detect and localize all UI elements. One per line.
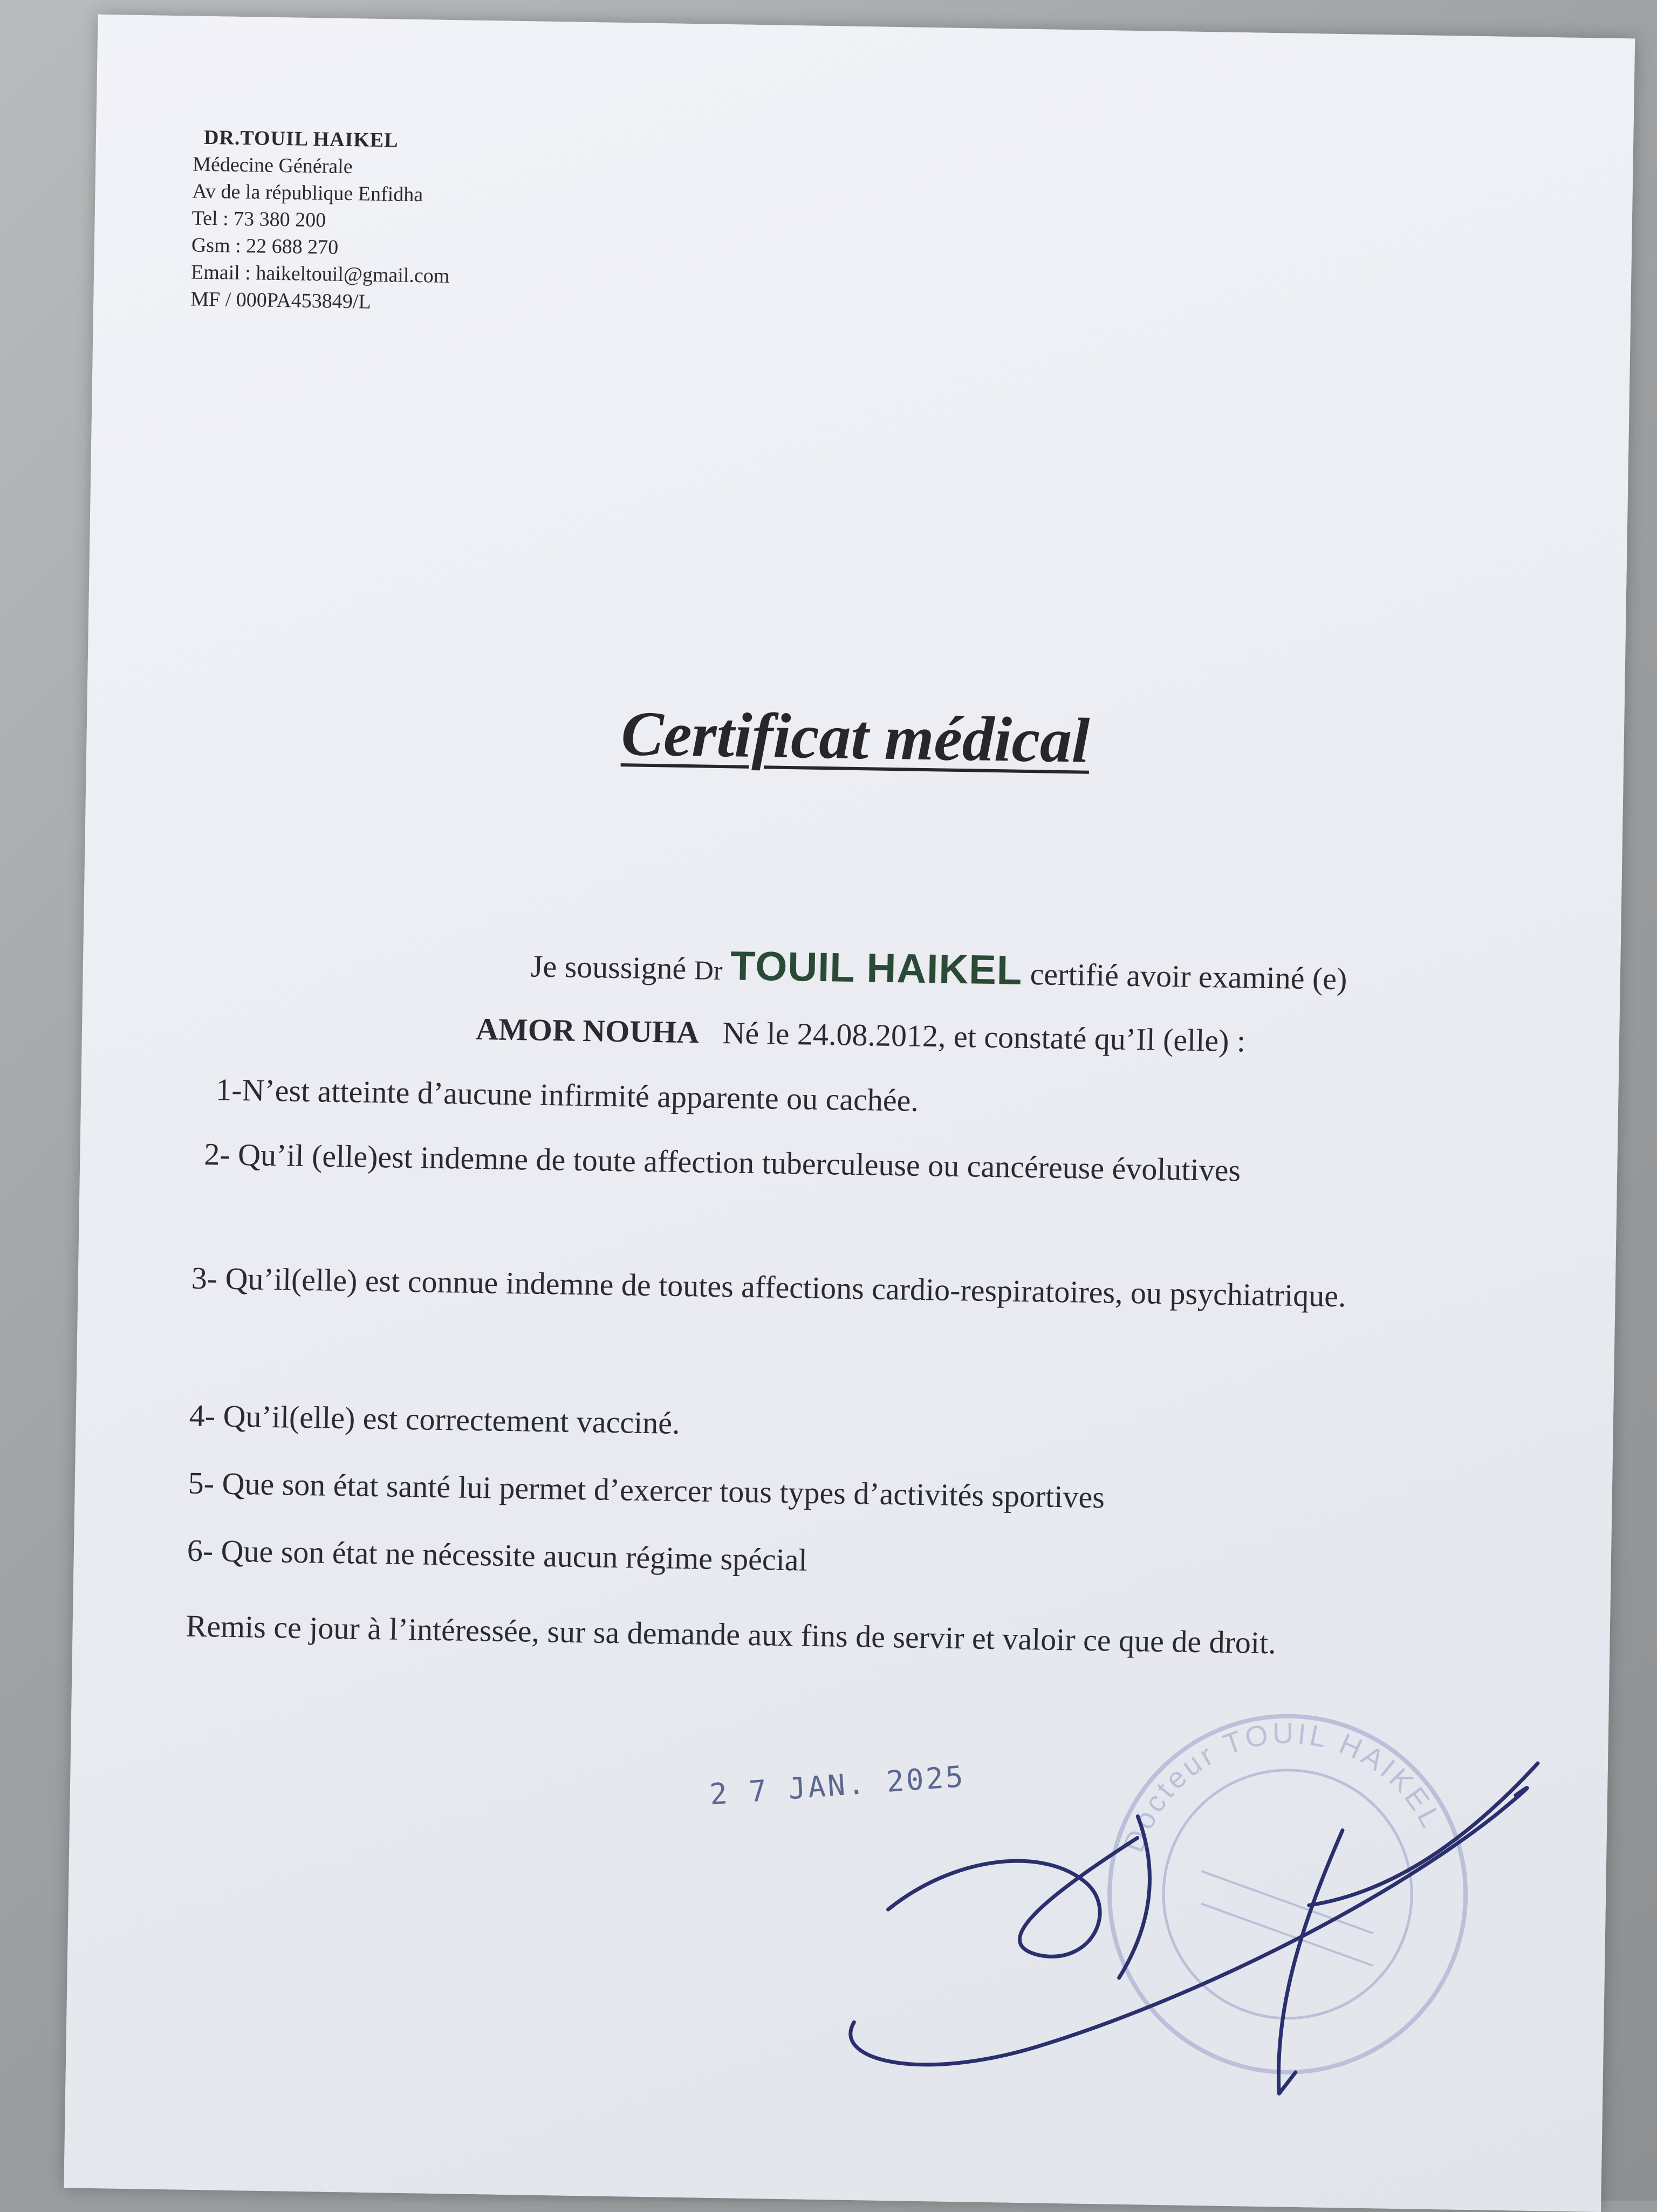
intro-line xyxy=(530,939,1347,1001)
seal-text-path: Docteur TOUIL HAIKEL xyxy=(1117,1717,1449,1857)
stamp-and-signature xyxy=(810,1671,1572,2125)
intro-dr: Dr xyxy=(694,955,723,986)
list-item-3: 3- Qu’il(elle) est connue indemne de toutes affections cardio-respiratoires, ou psychiatrique. xyxy=(191,1260,1347,1314)
letterhead-gsm: Gsm : 22 688 270 xyxy=(191,234,339,259)
letterhead-email: Email : haikeltouil@gmail.com xyxy=(190,261,450,287)
date-stamp: 2 7 JAN. 2025 xyxy=(708,1759,967,1812)
seal-outer-ring xyxy=(1107,1714,1468,2075)
intro-prefix: Je soussigné xyxy=(530,948,687,987)
patient-details: Né le 24.08.2012, et constaté qu’Il (elle) : xyxy=(722,1015,1246,1059)
letterhead-mf: MF / 000PA453849/L xyxy=(190,287,371,313)
document-title: Certificat médical xyxy=(620,698,1090,776)
letterhead-tel: Tel : 73 380 200 xyxy=(191,207,326,232)
list-item-4: 4- Qu’il(elle) est correctement vacciné. xyxy=(189,1398,681,1441)
letterhead-specialty: Médecine Générale xyxy=(192,153,353,179)
doctor-seal xyxy=(1107,1714,1468,2075)
list-item-6: 6- Que son état ne nécessite aucun régime spécial xyxy=(187,1532,808,1578)
signature-stroke-4 xyxy=(1278,1830,1343,2095)
document-page xyxy=(64,15,1635,2212)
list-item-1: 1-N’est atteinte d’aucune infirmité apparente ou cachée. xyxy=(215,1072,919,1118)
seal-line-1 xyxy=(1201,1871,1374,1933)
patient-name: AMOR NOUHA xyxy=(475,1011,700,1050)
list-item-2: 2- Qu’il (elle)est indemne de toute affection tuberculeuse ou cancéreuse évolutives xyxy=(203,1136,1241,1188)
letterhead-address: Av de la république Enfidha xyxy=(192,180,423,207)
list-item-5: 5- Que son état santé lui permet d’exercer tous types d’activités sportives xyxy=(188,1465,1105,1515)
letterhead-doctor-name: DR.TOUIL HAIKEL xyxy=(203,126,399,152)
certificate-body xyxy=(186,933,1518,1661)
intro-suffix: certifié avoir examiné (e) xyxy=(1030,956,1347,997)
closing-text: Remis ce jour à l’intéressée, sur sa demande aux fins de servir et valoir ce que de droit. xyxy=(186,1608,1277,1661)
letterhead xyxy=(190,124,452,316)
patient-line xyxy=(476,1010,1246,1060)
intro-doctor-name: TOUIL HAIKEL xyxy=(730,943,1023,994)
signature-stroke-1 xyxy=(887,1834,1137,1958)
